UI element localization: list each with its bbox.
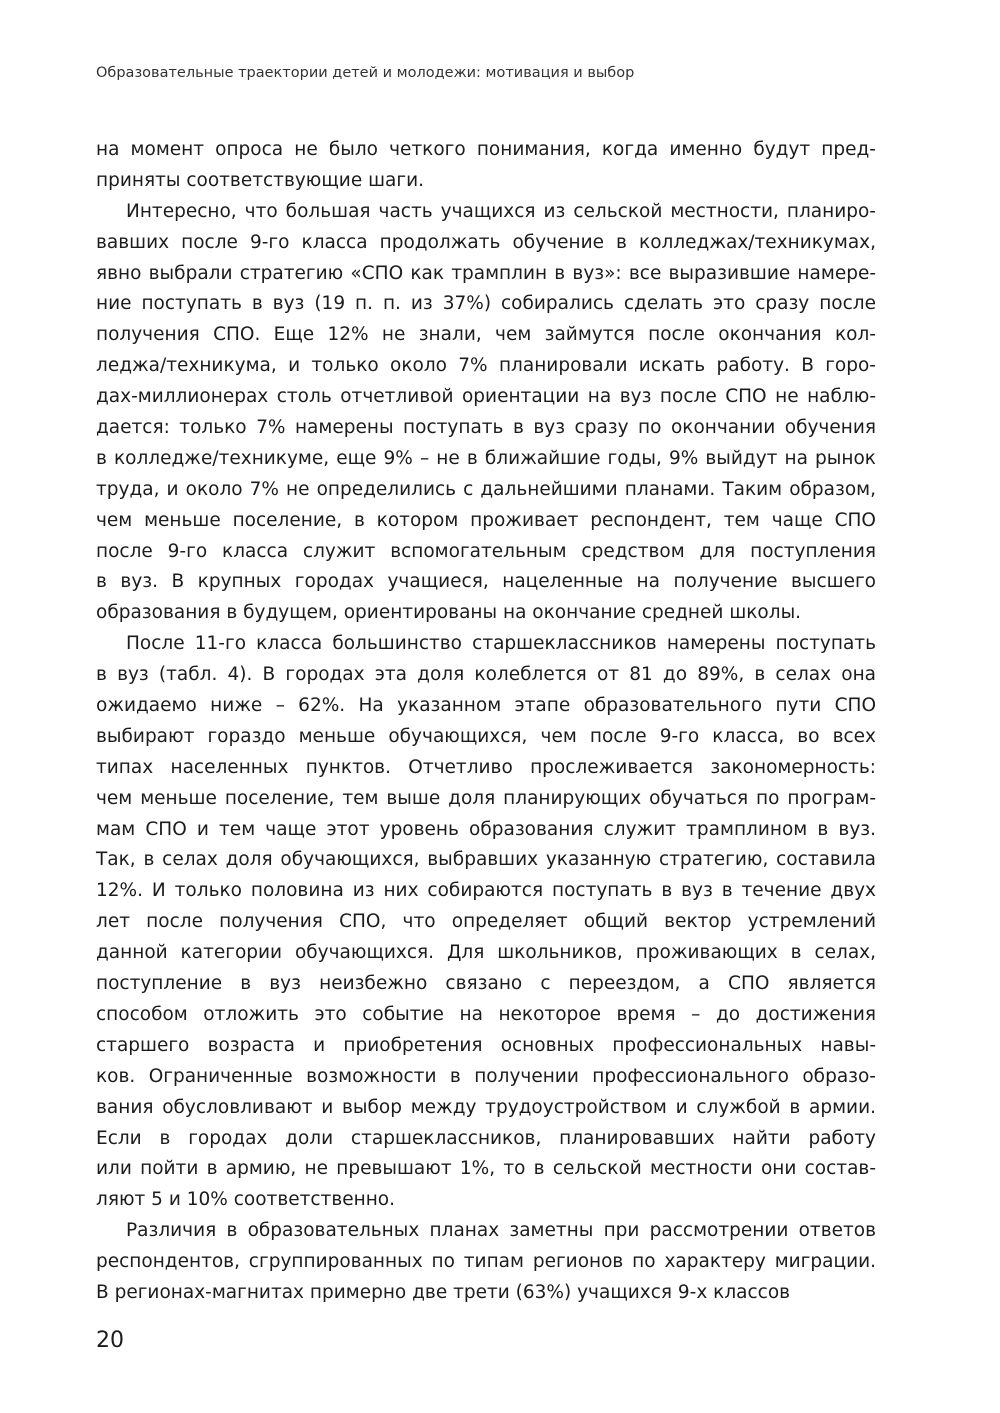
running-header: Образовательные траектории детей и молодежи: мотивация и выбор — [96, 65, 635, 81]
text-line: после 9-го класса служит вспомогательным средством для поступления — [96, 540, 876, 562]
text-line: получения СПО. Еще 12% не знали, чем займутся после окончания кол- — [96, 324, 876, 346]
text-line: старшего возраста и приобретения основных профессиональных навы- — [96, 1034, 876, 1056]
text-line: вавших после 9-го класса продолжать обучение в колледжах/техникумах, — [96, 231, 876, 253]
text-line: на момент опроса не было четкого понимания, когда именно будут пред- — [96, 139, 876, 160]
paragraph — [96, 629, 876, 1216]
text-line: в колледже/техникуме, еще 9% – не в ближайшие годы, 9% выйдут на рынок — [96, 447, 876, 469]
text-line: мам СПО и тем чаще этот уровень образования служит трамплином в вуз. — [96, 818, 876, 840]
text-line: чем меньше поселение, в котором проживает респондент, тем чаще СПО — [96, 509, 876, 531]
body-text — [96, 135, 876, 1309]
page-number: 20 — [96, 1328, 124, 1353]
text-line: поступление в вуз неизбежно связано с переездом, а СПО является — [96, 973, 876, 995]
text-line: В регионах-магнитах примерно две трети (63%) учащихся 9-х классов — [96, 1281, 791, 1303]
text-line: лет после получения СПО, что определяет общий вектор устремлений — [96, 911, 876, 933]
text-line: дается: только 7% намерены поступать в вуз сразу по окончании обучения — [96, 417, 876, 439]
text-line: способом отложить это событие на некоторое время – до достижения — [96, 1003, 876, 1025]
text-line: или пойти в армию, не превышают 1%, то в сельской местности они состав- — [96, 1158, 876, 1180]
text-line: данной категории обучающихся. Для школьников, проживающих в селах, — [96, 942, 876, 964]
text-line: типах населенных пунктов. Отчетливо прослеживается закономерность: — [96, 756, 876, 778]
text-line: вания обусловливают и выбор между трудоустройством и службой в армии. — [96, 1096, 876, 1118]
text-line: ков. Ограниченные возможности в получении профессионального образо- — [96, 1065, 876, 1087]
text-line: ние поступать в вуз (19 п. п. из 37%) собирались сделать это сразу после — [96, 293, 876, 315]
text-line: Различия в образовательных планах заметны при рассмотрении ответов — [126, 1220, 876, 1242]
text-line: После 11-го класса большинство старшеклассников намерены поступать — [126, 633, 876, 655]
text-line: чем меньше поселение, тем выше доля планирующих обучаться по програм- — [96, 787, 876, 809]
paragraph — [96, 135, 876, 197]
paragraph — [96, 1216, 876, 1309]
text-line: респондентов, сгруппированных по типам регионов по характеру миграции. — [96, 1251, 876, 1273]
text-line: Если в городах доли старшеклассников, планировавших найти работу — [96, 1127, 876, 1149]
text-line: Интересно, что большая часть учащихся из сельской местности, планиро- — [126, 200, 876, 222]
text-line: ляют 5 и 10% соответственно. — [96, 1189, 396, 1211]
text-line: дах-миллионерах столь отчетливой ориентации на вуз после СПО не наблю- — [96, 386, 876, 408]
text-line: ожидаемо ниже – 62%. На указанном этапе образовательного пути СПО — [96, 695, 876, 717]
text-line: явно выбрали стратегию «СПО как трамплин в вуз»: все выразившие намере- — [96, 262, 876, 284]
text-line: выбирают гораздо меньше обучающихся, чем после 9-го класса, во всех — [96, 725, 876, 747]
text-line: образования в будущем, ориентированы на окончание средней школы. — [96, 602, 802, 624]
text-line: приняты соответствующие шаги. — [96, 169, 424, 191]
text-line: 12%. И только половина из них собираются поступать в вуз в течение двух — [96, 880, 876, 902]
paragraph — [96, 197, 876, 629]
text-line: в вуз. В крупных городах учащиеся, нацеленные на получение высшего — [96, 571, 876, 593]
text-line: леджа/техникума, и только около 7% планировали искать работу. В горо- — [96, 355, 876, 377]
text-line: в вуз (табл. 4). В городах эта доля колеблется от 81 до 89%, в селах она — [96, 664, 876, 686]
text-line: Так, в селах доля обучающихся, выбравших указанную стратегию, составила — [96, 849, 876, 871]
text-line: труда, и около 7% не определились с дальнейшими планами. Таким образом, — [96, 478, 876, 500]
